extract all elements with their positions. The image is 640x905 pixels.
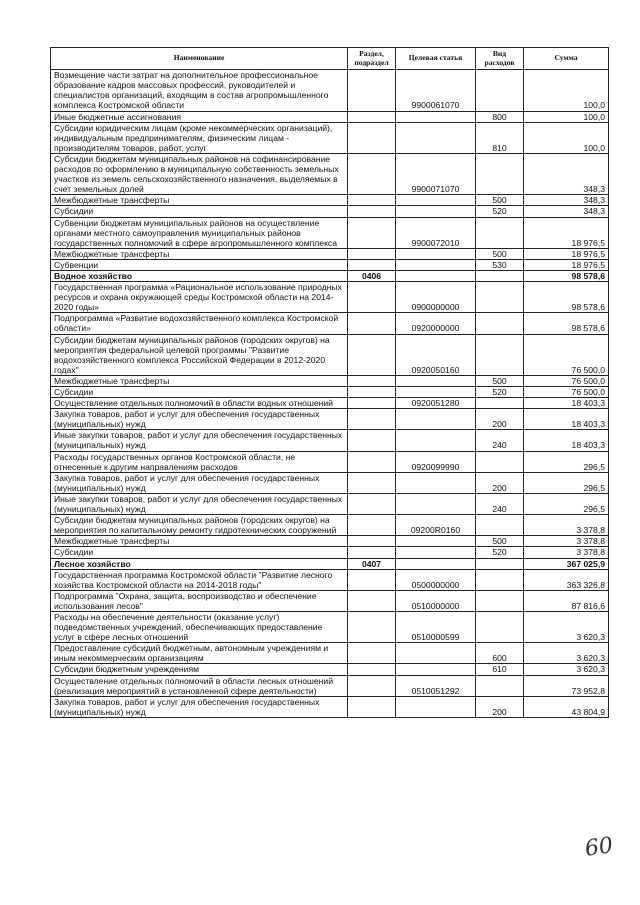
row-target: 09200R0160 (396, 515, 476, 536)
row-target (396, 248, 476, 259)
row-section (348, 387, 396, 398)
row-target (396, 472, 476, 493)
row-name: Субсидии (51, 206, 348, 217)
row-type: 530 (476, 259, 524, 270)
row-type (476, 270, 524, 281)
row-name: Субсидии юридическим лицам (кроме некоммерческих организаций), индивидуальным предпринимателям, физическим лицам - производителям товаров, работ, услуг (51, 122, 348, 153)
row-section (348, 611, 396, 642)
row-name: Субсидии бюджетам муниципальных районов на софинансирование расходов по оформлению в муниципальную собственность земельных участков из земель сельскохозяйственного назначения, выделяемых в счет земельных долей (51, 153, 348, 194)
row-name: Государственная программа Костромской области "Развитие лесного хозяйства Костромской области на 2014-2018 годы" (51, 569, 348, 590)
table-row (51, 430, 609, 451)
row-name: Иные закупки товаров, работ и услуг для обеспечения государственных (муниципальных) нужд (51, 493, 348, 514)
row-target (396, 696, 476, 717)
row-name: Лесное хозяйство (51, 558, 348, 569)
row-section (348, 248, 396, 259)
table-row (51, 664, 609, 675)
row-sum: 3 378,8 (524, 536, 609, 547)
table-row (51, 270, 609, 281)
table-row (51, 409, 609, 430)
row-section (348, 122, 396, 153)
row-name: Иные бюджетные ассигнования (51, 111, 348, 122)
row-sum: 98 578,6 (524, 282, 609, 313)
row-type (476, 451, 524, 472)
table-row (51, 493, 609, 514)
row-type (476, 515, 524, 536)
row-type: 810 (476, 122, 524, 153)
row-sum: 18 976,5 (524, 248, 609, 259)
table-row (51, 217, 609, 248)
row-section (348, 547, 396, 558)
row-sum: 363 326,8 (524, 569, 609, 590)
row-sum: 18 403,3 (524, 430, 609, 451)
table-row (51, 675, 609, 696)
table-row (51, 375, 609, 386)
row-sum: 76 500,0 (524, 334, 609, 375)
row-section (348, 334, 396, 375)
row-section (348, 643, 396, 664)
table-row (51, 313, 609, 334)
header-target: Целевая статья (396, 48, 476, 70)
row-target (396, 536, 476, 547)
row-name: Субсидии (51, 387, 348, 398)
row-sum: 76 500,0 (524, 387, 609, 398)
row-name: Межбюджетные трансферты (51, 536, 348, 547)
row-sum: 43 804,9 (524, 696, 609, 717)
row-type: 520 (476, 206, 524, 217)
row-section (348, 493, 396, 514)
row-section (348, 569, 396, 590)
table-row (51, 536, 609, 547)
row-target: 9900061070 (396, 70, 476, 111)
table-row (51, 398, 609, 409)
table-header-row (51, 48, 609, 70)
row-section (348, 375, 396, 386)
budget-table (50, 47, 609, 718)
row-sum: 18 976,5 (524, 217, 609, 248)
table-row (51, 153, 609, 194)
header-sum: Сумма (524, 48, 609, 70)
row-sum: 348,3 (524, 195, 609, 206)
row-name: Межбюджетные трансферты (51, 248, 348, 259)
row-sum: 348,3 (524, 206, 609, 217)
row-type (476, 675, 524, 696)
header-name: Наименование (51, 48, 348, 70)
row-sum: 87 816,6 (524, 590, 609, 611)
row-type: 200 (476, 409, 524, 430)
row-type: 500 (476, 536, 524, 547)
table-row (51, 569, 609, 590)
row-type (476, 313, 524, 334)
row-section: 0406 (348, 270, 396, 281)
row-name: Расходы государственных органов Костромской области, не отнесенные к другим направлениям расходов (51, 451, 348, 472)
table-row (51, 611, 609, 642)
row-sum: 98 578,6 (524, 313, 609, 334)
row-section: 0407 (348, 558, 396, 569)
row-name: Субсидии бюджетам муниципальных районов (городских округов) на мероприятия по капитальному ремонту гидротехнических сооружений (51, 515, 348, 536)
table-row (51, 122, 609, 153)
row-section (348, 313, 396, 334)
row-target (396, 664, 476, 675)
row-name: Межбюджетные трансферты (51, 195, 348, 206)
row-name: Межбюджетные трансферты (51, 375, 348, 386)
row-sum: 18 403,3 (524, 409, 609, 430)
row-type (476, 590, 524, 611)
table-row (51, 451, 609, 472)
table-row (51, 195, 609, 206)
row-section (348, 153, 396, 194)
row-section (348, 515, 396, 536)
row-section (348, 206, 396, 217)
row-sum: 296,5 (524, 472, 609, 493)
row-section (348, 409, 396, 430)
table-row (51, 515, 609, 536)
row-type: 520 (476, 547, 524, 558)
row-target: 0920000000 (396, 313, 476, 334)
row-type (476, 558, 524, 569)
row-sum: 3 620,3 (524, 664, 609, 675)
table-row (51, 547, 609, 558)
row-name: Осуществление отдельных полномочий в области водных отношений (51, 398, 348, 409)
row-type: 600 (476, 643, 524, 664)
row-target: 9900071070 (396, 153, 476, 194)
row-target (396, 111, 476, 122)
table-row (51, 248, 609, 259)
row-name: Подпрограмма «Развитие водохозяйственного комплекса Костромской области» (51, 313, 348, 334)
row-name: Субсидии бюджетным учреждениям (51, 664, 348, 675)
row-section (348, 472, 396, 493)
row-type (476, 70, 524, 111)
row-type: 520 (476, 387, 524, 398)
row-type (476, 282, 524, 313)
row-type: 200 (476, 696, 524, 717)
row-section (348, 675, 396, 696)
header-section: Раздел, подраздел (348, 48, 396, 70)
table-row (51, 70, 609, 111)
row-sum: 296,5 (524, 493, 609, 514)
row-type (476, 398, 524, 409)
table-row (51, 387, 609, 398)
row-type (476, 611, 524, 642)
table-body (51, 70, 609, 718)
row-sum: 100,0 (524, 111, 609, 122)
row-name: Расходы на обеспечение деятельности (оказание услуг) подведомственных учреждений, обеспечивающих предоставление услуг в сфере лесных отношений (51, 611, 348, 642)
row-type: 500 (476, 195, 524, 206)
row-section (348, 451, 396, 472)
row-target (396, 409, 476, 430)
row-section (348, 70, 396, 111)
row-name: Субсидии (51, 547, 348, 558)
row-target: 0920099990 (396, 451, 476, 472)
row-sum: 3 378,8 (524, 547, 609, 558)
row-name: Осуществление отдельных полномочий в области лесных отношений (реализация мероприятий в установленной сфере деятельности) (51, 675, 348, 696)
row-section (348, 111, 396, 122)
row-sum: 98 578,6 (524, 270, 609, 281)
row-sum: 3 378,8 (524, 515, 609, 536)
row-type: 500 (476, 248, 524, 259)
row-name: Субвенции (51, 259, 348, 270)
row-name: Подпрограмма "Охрана, защита, воспроизводство и обеспечение использования лесов" (51, 590, 348, 611)
row-target (396, 643, 476, 664)
table-row (51, 282, 609, 313)
row-section (348, 217, 396, 248)
table-row (51, 558, 609, 569)
row-sum: 296,5 (524, 451, 609, 472)
row-target: 0500000000 (396, 569, 476, 590)
row-type: 240 (476, 493, 524, 514)
row-target: 0920050160 (396, 334, 476, 375)
row-target (396, 270, 476, 281)
row-section (348, 696, 396, 717)
row-name: Закупка товаров, работ и услуг для обеспечения государственных (муниципальных) нужд (51, 409, 348, 430)
row-type (476, 153, 524, 194)
row-name: Водное хозяйство (51, 270, 348, 281)
row-name: Закупка товаров, работ и услуг для обеспечения государственных (муниципальных) нужд (51, 472, 348, 493)
row-section (348, 282, 396, 313)
row-type (476, 569, 524, 590)
row-type: 240 (476, 430, 524, 451)
row-sum: 348,3 (524, 153, 609, 194)
row-section (348, 259, 396, 270)
table-row (51, 643, 609, 664)
table-row (51, 259, 609, 270)
row-target: 0900000000 (396, 282, 476, 313)
row-section (348, 398, 396, 409)
page-number: 60 (583, 833, 615, 862)
row-section (348, 664, 396, 675)
row-target: 9900072010 (396, 217, 476, 248)
row-type: 200 (476, 472, 524, 493)
row-target (396, 493, 476, 514)
row-sum: 3 620,3 (524, 611, 609, 642)
row-sum: 100,0 (524, 70, 609, 111)
row-sum: 367 025,9 (524, 558, 609, 569)
row-target: 0510051292 (396, 675, 476, 696)
row-section (348, 536, 396, 547)
row-type (476, 217, 524, 248)
row-type: 800 (476, 111, 524, 122)
row-sum: 3 620,3 (524, 643, 609, 664)
row-target (396, 430, 476, 451)
table-row (51, 590, 609, 611)
row-section (348, 195, 396, 206)
row-name: Предоставление субсидий бюджетным, автономным учреждениям и иным некоммерческим организациям (51, 643, 348, 664)
row-type (476, 334, 524, 375)
row-name: Субсидии бюджетам муниципальных районов (городских округов) на мероприятия федеральной целевой программы "Развитие водохозяйственного комплекса Российской Федерации в 2012-2020 годах" (51, 334, 348, 375)
row-target (396, 387, 476, 398)
table-row (51, 472, 609, 493)
row-type: 610 (476, 664, 524, 675)
row-sum: 100,0 (524, 122, 609, 153)
row-name: Закупка товаров, работ и услуг для обеспечения государственных (муниципальных) нужд (51, 696, 348, 717)
row-sum: 73 952,8 (524, 675, 609, 696)
row-target (396, 259, 476, 270)
row-sum: 18 976,5 (524, 259, 609, 270)
row-target: 0920051280 (396, 398, 476, 409)
row-section (348, 430, 396, 451)
row-target (396, 558, 476, 569)
table-row (51, 696, 609, 717)
row-target (396, 375, 476, 386)
row-type: 500 (476, 375, 524, 386)
row-name: Иные закупки товаров, работ и услуг для обеспечения государственных (муниципальных) нужд (51, 430, 348, 451)
row-sum: 18 403,3 (524, 398, 609, 409)
row-target: 0510000599 (396, 611, 476, 642)
row-section (348, 590, 396, 611)
row-target (396, 195, 476, 206)
row-name: Возмещение части затрат на дополнительное профессиональное образование кадров массовых профессий, руководителей и специалистов организаций, входящим в состав агропромышленного комплекса Костромской области (51, 70, 348, 111)
table-row (51, 206, 609, 217)
row-target (396, 547, 476, 558)
row-target: 0510000000 (396, 590, 476, 611)
table-row (51, 334, 609, 375)
row-sum: 76 500,0 (524, 375, 609, 386)
row-target (396, 206, 476, 217)
row-name: Субвенции бюджетам муниципальных районов на осуществление органами местного самоуправления муниципальных районов государственных полномочий в сфере агропромышленного комплекса (51, 217, 348, 248)
row-target (396, 122, 476, 153)
table-row (51, 111, 609, 122)
header-type: Вид расходов (476, 48, 524, 70)
row-name: Государственная программа «Рациональное использование природных ресурсов и охрана окружающей среды Костромской области на 2014-2020 годы» (51, 282, 348, 313)
